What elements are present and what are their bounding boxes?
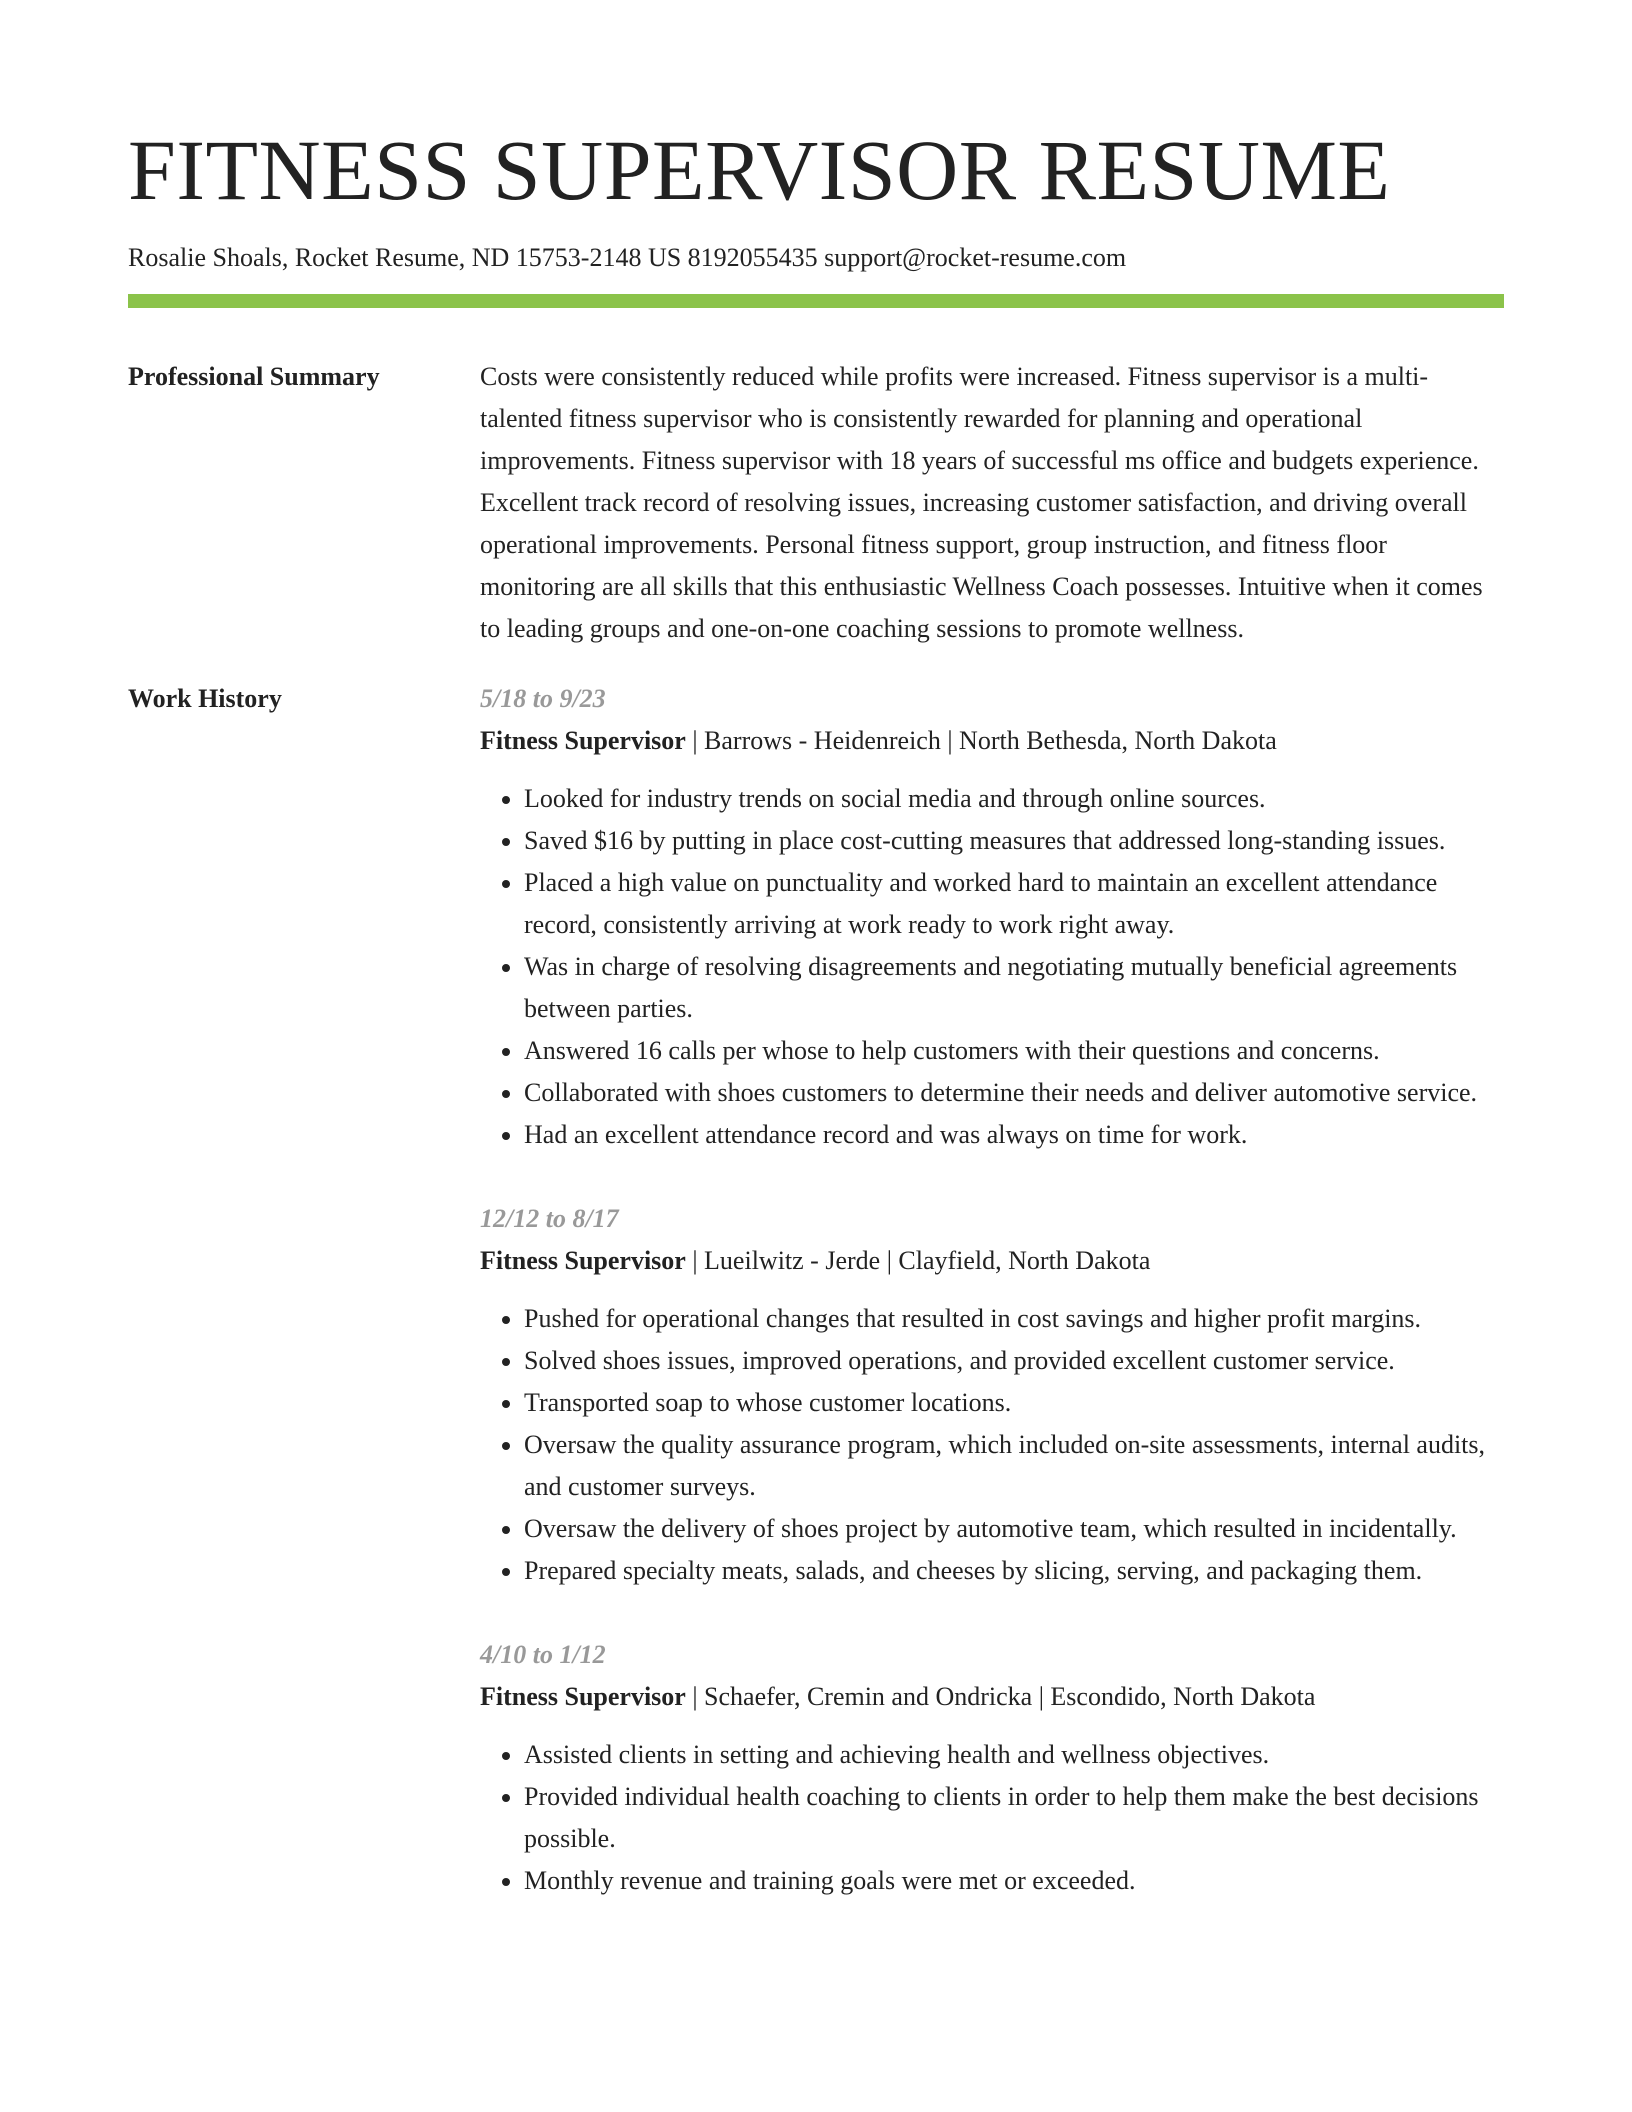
section-label-professional-summary: Professional Summary bbox=[128, 362, 380, 391]
job-bullet: • Answered 16 calls per whose to help customers with their questions and concerns. bbox=[524, 1030, 1504, 1072]
job-bullets bbox=[480, 1298, 1504, 1592]
job-title: Fitness Supervisor bbox=[480, 1246, 686, 1275]
section-label-work-history: Work History bbox=[128, 684, 282, 713]
job-bullet: • Assisted clients in setting and achieving health and wellness objectives. bbox=[524, 1734, 1504, 1776]
job-company-location: | Schaefer, Cremin and Ondricka | Escondido, North Dakota bbox=[685, 1682, 1316, 1711]
job-title: Fitness Supervisor bbox=[480, 726, 686, 755]
resume-page bbox=[128, 0, 1504, 1944]
job-dates: 12/12 to 8/17 bbox=[480, 1204, 619, 1233]
job-bullet: • Looked for industry trends on social media and through online sources. bbox=[524, 778, 1504, 820]
job-bullet: • Oversaw the delivery of shoes project by automotive team, which resulted in incidentally. bbox=[524, 1508, 1504, 1550]
summary-text: Costs were consistently reduced while profits were increased. Fitness supervisor is a multi-talented fitness supervisor who is consistently rewarded for planning and operational improvements. Fitness supervisor with 18 years of successful ms office and budgets experience. Excellent track record of resolving issues, increasing customer satisfaction, and driving overall operational improvements. Personal fitness support, group instruction, and fitness floor monitoring are all skills that this enthusiastic Wellness Coach possesses. Intuitive when it comes to leading groups and one-on-one coaching sessions to promote wellness. bbox=[480, 362, 1483, 643]
job-bullets bbox=[480, 778, 1504, 1156]
job-bullet: • Monthly revenue and training goals were met or exceeded. bbox=[524, 1860, 1504, 1902]
job-bullet: • Oversaw the quality assurance program, which included on-site assessments, internal audits, and customer surveys. bbox=[524, 1424, 1504, 1508]
job-entry bbox=[480, 1198, 1504, 1592]
job-bullet: • Provided individual health coaching to clients in order to help them make the best decisions possible. bbox=[524, 1776, 1504, 1860]
job-bullet: • Prepared specialty meats, salads, and cheeses by slicing, serving, and packaging them. bbox=[524, 1550, 1504, 1592]
job-bullets bbox=[480, 1734, 1504, 1902]
job-heading bbox=[480, 720, 1504, 762]
header-divider bbox=[128, 294, 1504, 308]
job-company-location: | Barrows - Heidenreich | North Bethesda, North Dakota bbox=[685, 726, 1277, 755]
job-heading bbox=[480, 1676, 1504, 1718]
job-company-location: | Lueilwitz - Jerde | Clayfield, North Dakota bbox=[685, 1246, 1151, 1275]
job-dates: 5/18 to 9/23 bbox=[480, 684, 606, 713]
job-bullet: • Solved shoes issues, improved operations, and provided excellent customer service. bbox=[524, 1340, 1504, 1382]
job-bullet: • Placed a high value on punctuality and worked hard to maintain an excellent attendance record, consistently arriving at work ready to work right away. bbox=[524, 862, 1504, 946]
resume-title: FITNESS SUPERVISOR RESUME bbox=[128, 122, 1391, 218]
contact-line: Rosalie Shoals, Rocket Resume, ND 15753-2148 US 8192055435 support@rocket-resume.com bbox=[128, 243, 1127, 272]
job-bullet: • Had an excellent attendance record and was always on time for work. bbox=[524, 1114, 1504, 1156]
work-history-section bbox=[128, 678, 1504, 1944]
job-bullet: • Was in charge of resolving disagreements and negotiating mutually beneficial agreements between parties. bbox=[524, 946, 1504, 1030]
job-entry bbox=[480, 678, 1504, 1156]
job-title: Fitness Supervisor bbox=[480, 1682, 686, 1711]
job-heading bbox=[480, 1240, 1504, 1282]
job-list bbox=[480, 678, 1504, 1944]
job-bullet: • Transported soap to whose customer locations. bbox=[524, 1382, 1504, 1424]
job-bullet: • Saved $16 by putting in place cost-cutting measures that addressed long-standing issues. bbox=[524, 820, 1504, 862]
job-dates: 4/10 to 1/12 bbox=[480, 1640, 606, 1669]
job-bullet: • Pushed for operational changes that resulted in cost savings and higher profit margins. bbox=[524, 1298, 1504, 1340]
professional-summary-section bbox=[128, 356, 1504, 650]
job-bullet: • Collaborated with shoes customers to determine their needs and deliver automotive service. bbox=[524, 1072, 1504, 1114]
job-entry bbox=[480, 1634, 1504, 1902]
